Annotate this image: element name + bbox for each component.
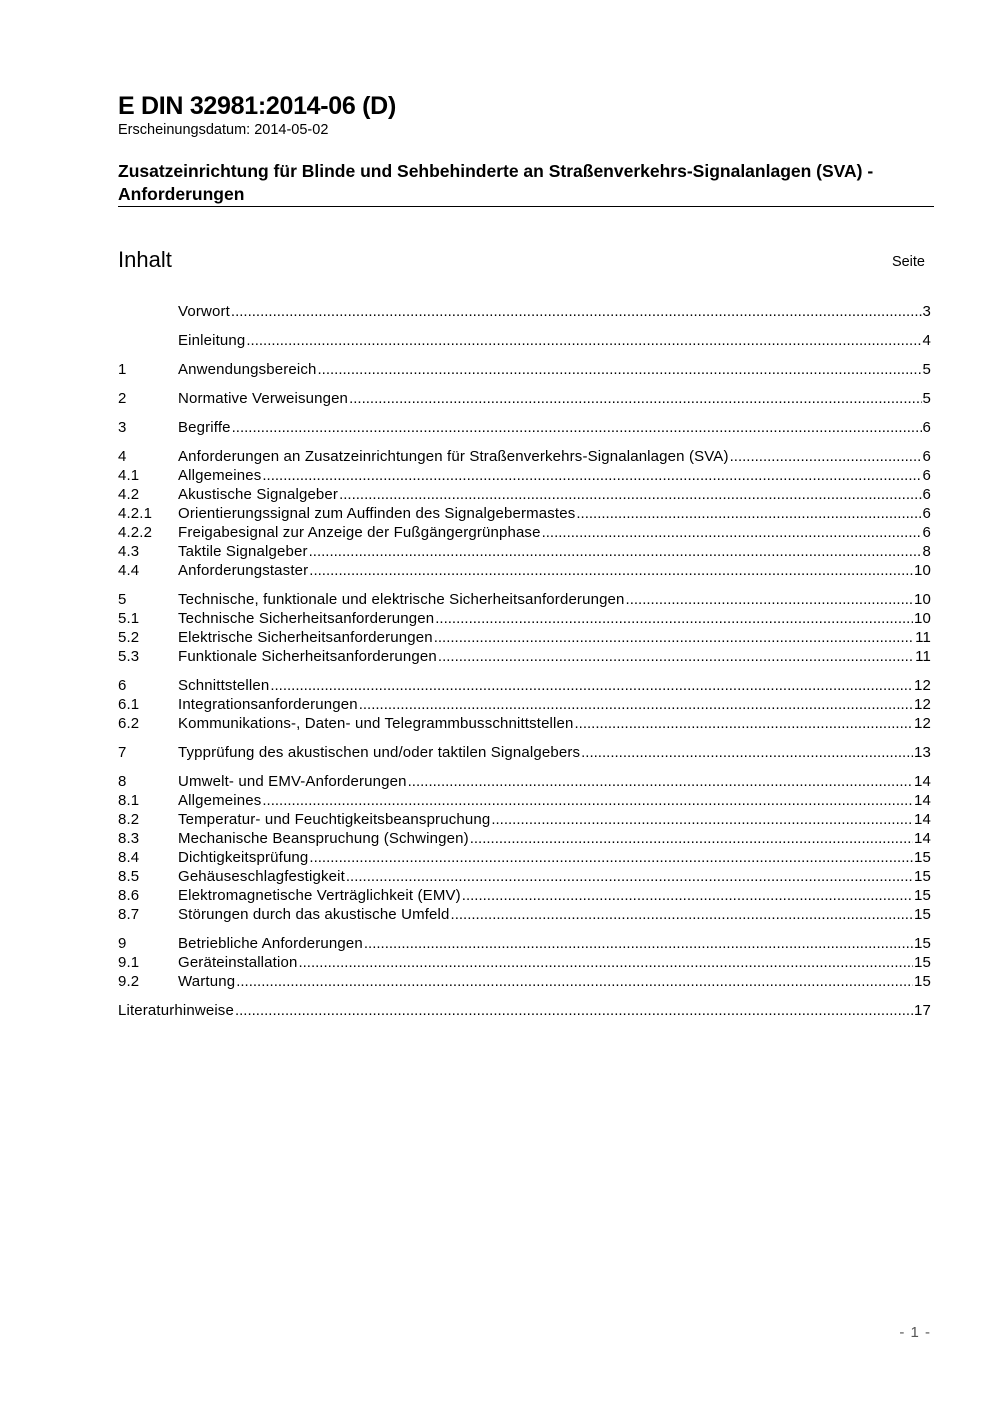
toc-entry-title: Betriebliche Anforderungen bbox=[178, 935, 363, 952]
toc-entry-title: Dichtigkeitsprüfung bbox=[178, 849, 309, 866]
toc-dot-leader bbox=[298, 953, 913, 972]
toc-dot-leader bbox=[270, 676, 913, 695]
toc-entry-page: 6 bbox=[922, 505, 931, 522]
toc-entry-title: Geräteinstallation bbox=[178, 954, 298, 971]
toc-dot-leader bbox=[235, 1001, 913, 1020]
toc-entry-4-2-2[interactable] bbox=[118, 523, 931, 542]
toc-dot-leader bbox=[491, 810, 913, 829]
toc-entry-title: Gehäuseschlagfestigkeit bbox=[178, 868, 345, 885]
toc-entry-title: Orientierungssignal zum Auffinden des Signalgebermastes bbox=[178, 505, 576, 522]
toc-dot-leader bbox=[581, 743, 913, 762]
toc-entry-3[interactable] bbox=[118, 418, 931, 437]
toc-dot-leader bbox=[438, 647, 914, 666]
toc-entry-1[interactable] bbox=[118, 360, 931, 379]
toc-entry-page: 15 bbox=[914, 973, 931, 990]
toc-dot-leader bbox=[576, 504, 921, 523]
toc-entry-number: 9.2 bbox=[118, 973, 140, 990]
document-id: E DIN 32981:2014-06 (D) bbox=[118, 92, 396, 120]
toc-entry-page: 6 bbox=[922, 524, 931, 541]
toc-dot-leader bbox=[262, 466, 921, 485]
toc-entry-9-2[interactable] bbox=[118, 972, 931, 991]
toc-entry-title: Integrationsanforderungen bbox=[178, 696, 358, 713]
toc-entry-page: 3 bbox=[922, 303, 931, 320]
toc-entry-page: 14 bbox=[914, 830, 931, 847]
page-number: - 1 - bbox=[899, 1324, 931, 1341]
toc-entry-8-2[interactable] bbox=[118, 810, 931, 829]
toc-entry-4-1[interactable] bbox=[118, 466, 931, 485]
toc-entry-4[interactable] bbox=[118, 447, 931, 466]
toc-entry-number: 5.3 bbox=[118, 648, 140, 665]
toc-entry-page: 15 bbox=[914, 868, 931, 885]
toc-dot-leader bbox=[309, 561, 913, 580]
toc-entry-title: Störungen durch das akustische Umfeld bbox=[178, 906, 450, 923]
toc-entry-number: 8.4 bbox=[118, 849, 140, 866]
toc-entry-title: Einleitung bbox=[178, 332, 246, 349]
toc-entry-8[interactable] bbox=[118, 772, 931, 791]
toc-entry-number: 1 bbox=[118, 361, 127, 378]
toc-dot-leader bbox=[349, 389, 921, 408]
toc-entry-page: 12 bbox=[914, 715, 931, 732]
toc-entry-page: 5 bbox=[922, 361, 931, 378]
toc-entry-number: 8 bbox=[118, 773, 127, 790]
toc-entry-title: Technische, funktionale und elektrische Sicherheitsanforderungen bbox=[178, 591, 625, 608]
toc-entry-title: Taktile Signalgeber bbox=[178, 543, 308, 560]
toc-entry-number: 8.3 bbox=[118, 830, 140, 847]
toc-entry-number: 9.1 bbox=[118, 954, 140, 971]
toc-entry-literaturhinweise[interactable] bbox=[118, 1001, 931, 1020]
toc-entry-page: 14 bbox=[914, 792, 931, 809]
toc-entry-page: 17 bbox=[914, 1002, 931, 1019]
toc-entry-page: 10 bbox=[914, 591, 931, 608]
toc-dot-leader bbox=[626, 590, 913, 609]
document-title: Zusatzeinrichtung für Blinde und Sehbehinderte an Straßenverkehrs-Signalanlagen (SVA) - Anforderungen bbox=[118, 161, 874, 204]
toc-dot-leader bbox=[542, 523, 922, 542]
toc-entry-8-7[interactable] bbox=[118, 905, 931, 924]
toc-dot-leader bbox=[309, 848, 913, 867]
toc-dot-leader bbox=[262, 791, 913, 810]
toc-entry-number: 7 bbox=[118, 744, 127, 761]
toc-entry-page: 13 bbox=[914, 744, 931, 761]
toc-heading: Inhalt bbox=[118, 247, 172, 272]
toc-entry-page: 8 bbox=[922, 543, 931, 560]
toc-entry-6-2[interactable] bbox=[118, 714, 931, 733]
toc-entry-number: 8.1 bbox=[118, 792, 140, 809]
toc-entry-title: Anforderungstaster bbox=[178, 562, 309, 579]
toc-page-column-label: Seite bbox=[891, 254, 925, 270]
toc-entry-number: 6 bbox=[118, 677, 127, 694]
toc-dot-leader bbox=[317, 360, 921, 379]
toc-entry-page: 14 bbox=[914, 811, 931, 828]
toc-dot-leader bbox=[435, 609, 913, 628]
toc-entry-8-4[interactable] bbox=[118, 848, 931, 867]
toc-entry-8-1[interactable] bbox=[118, 791, 931, 810]
toc-dot-leader bbox=[434, 628, 914, 647]
toc-entry-title: Akustische Signalgeber bbox=[178, 486, 339, 503]
title-divider bbox=[118, 206, 934, 207]
toc-dot-leader bbox=[346, 867, 913, 886]
table-of-contents bbox=[118, 302, 931, 1020]
toc-entry-5-2[interactable] bbox=[118, 628, 931, 647]
toc-entry-title: Mechanische Beanspruchung (Schwingen) bbox=[178, 830, 469, 847]
toc-entry-title: Kommunikations-, Daten- und Telegrammbusschnittstellen bbox=[178, 715, 574, 732]
toc-entry-page: 15 bbox=[914, 849, 931, 866]
toc-entry-number: 5.1 bbox=[118, 610, 140, 627]
toc-entry-number: 3 bbox=[118, 419, 127, 436]
toc-entry-title: Anwendungsbereich bbox=[178, 361, 317, 378]
toc-entry-number: 4.2 bbox=[118, 486, 140, 503]
toc-dot-leader bbox=[246, 331, 921, 350]
toc-entry-title: Funktionale Sicherheitsanforderungen bbox=[178, 648, 437, 665]
toc-entry-page: 11 bbox=[915, 629, 931, 646]
toc-entry-number: 9 bbox=[118, 935, 127, 952]
toc-dot-leader bbox=[236, 972, 913, 991]
toc-entry-vorwort[interactable] bbox=[118, 302, 931, 321]
toc-entry-number: 4 bbox=[118, 448, 127, 465]
toc-entry-page: 6 bbox=[922, 486, 931, 503]
toc-entry-title: Begriffe bbox=[178, 419, 231, 436]
toc-entry-number: 5 bbox=[118, 591, 127, 608]
toc-entry-5[interactable] bbox=[118, 590, 931, 609]
toc-entry-number: 8.2 bbox=[118, 811, 140, 828]
toc-entry-title: Temperatur- und Feuchtigkeitsbeanspruchung bbox=[178, 811, 491, 828]
toc-entry-4-2-1[interactable] bbox=[118, 504, 931, 523]
toc-entry-number: 4.4 bbox=[118, 562, 140, 579]
toc-entry-6-1[interactable] bbox=[118, 695, 931, 714]
toc-dot-leader bbox=[408, 772, 913, 791]
toc-dot-leader bbox=[364, 934, 913, 953]
toc-entry-page: 6 bbox=[922, 467, 931, 484]
toc-entry-title: Typprüfung des akustischen und/oder taktilen Signalgebers bbox=[178, 744, 581, 761]
toc-entry-page: 4 bbox=[922, 332, 931, 349]
toc-entry-8-3[interactable] bbox=[118, 829, 931, 848]
toc-entry-page: 10 bbox=[914, 562, 931, 579]
toc-entry-6[interactable] bbox=[118, 676, 931, 695]
toc-entry-number: 6.1 bbox=[118, 696, 140, 713]
toc-dot-leader bbox=[232, 418, 922, 437]
toc-entry-number: 8.7 bbox=[118, 906, 140, 923]
toc-entry-number: 2 bbox=[118, 390, 127, 407]
toc-entry-title: Elektrische Sicherheitsanforderungen bbox=[178, 629, 433, 646]
toc-entry-9-1[interactable] bbox=[118, 953, 931, 972]
toc-entry-title: Wartung bbox=[178, 973, 236, 990]
toc-entry-number: 4.2.1 bbox=[118, 505, 153, 522]
toc-dot-leader bbox=[730, 447, 922, 466]
toc-entry-title: Anforderungen an Zusatzeinrichtungen für Straßenverkehrs-Signalanlagen (SVA) bbox=[178, 448, 729, 465]
toc-entry-page: 5 bbox=[922, 390, 931, 407]
toc-entry-einleitung[interactable] bbox=[118, 331, 931, 350]
toc-entry-title: Normative Verweisungen bbox=[178, 390, 349, 407]
toc-entry-5-1[interactable] bbox=[118, 609, 931, 628]
toc-entry-page: 12 bbox=[914, 696, 931, 713]
toc-dot-leader bbox=[451, 905, 913, 924]
toc-entry-page: 6 bbox=[922, 448, 931, 465]
toc-entry-page: 12 bbox=[914, 677, 931, 694]
toc-entry-number: 4.2.2 bbox=[118, 524, 153, 541]
toc-entry-page: 6 bbox=[922, 419, 931, 436]
toc-entry-4-2[interactable] bbox=[118, 485, 931, 504]
toc-entry-4-4[interactable] bbox=[118, 561, 931, 580]
toc-entry-title: Literaturhinweise bbox=[118, 1002, 234, 1019]
toc-dot-leader bbox=[470, 829, 913, 848]
toc-entry-page: 15 bbox=[914, 935, 931, 952]
toc-entry-title: Schnittstellen bbox=[178, 677, 270, 694]
toc-dot-leader bbox=[359, 695, 913, 714]
toc-entry-5-3[interactable] bbox=[118, 647, 931, 666]
toc-entry-7[interactable] bbox=[118, 743, 931, 762]
toc-entry-8-6[interactable] bbox=[118, 886, 931, 905]
toc-dot-leader bbox=[462, 886, 913, 905]
toc-dot-leader bbox=[309, 542, 922, 561]
toc-entry-page: 15 bbox=[914, 906, 931, 923]
toc-dot-leader bbox=[339, 485, 921, 504]
toc-entry-number: 8.5 bbox=[118, 868, 140, 885]
toc-entry-number: 5.2 bbox=[118, 629, 140, 646]
toc-entry-number: 6.2 bbox=[118, 715, 140, 732]
toc-entry-title: Vorwort bbox=[178, 303, 230, 320]
toc-entry-page: 15 bbox=[914, 954, 931, 971]
toc-entry-title: Allgemeines bbox=[178, 792, 262, 809]
toc-dot-leader bbox=[575, 714, 913, 733]
toc-entry-number: 8.6 bbox=[118, 887, 140, 904]
toc-entry-page: 10 bbox=[914, 610, 931, 627]
publication-date: Erscheinungsdatum: 2014-05-02 bbox=[118, 122, 329, 138]
toc-entry-title: Elektromagnetische Verträglichkeit (EMV) bbox=[178, 887, 461, 904]
toc-entry-page: 14 bbox=[914, 773, 931, 790]
toc-entry-title: Freigabesignal zur Anzeige der Fußgängergrünphase bbox=[178, 524, 541, 541]
toc-entry-number: 4.1 bbox=[118, 467, 140, 484]
toc-entry-title: Allgemeines bbox=[178, 467, 262, 484]
toc-entry-title: Umwelt- und EMV-Anforderungen bbox=[178, 773, 407, 790]
toc-entry-8-5[interactable] bbox=[118, 867, 931, 886]
toc-entry-page: 15 bbox=[914, 887, 931, 904]
toc-entry-number: 4.3 bbox=[118, 543, 140, 560]
toc-entry-page: 11 bbox=[915, 648, 931, 665]
toc-entry-4-3[interactable] bbox=[118, 542, 931, 561]
toc-dot-leader bbox=[231, 302, 922, 321]
toc-entry-9[interactable] bbox=[118, 934, 931, 953]
toc-entry-title: Technische Sicherheitsanforderungen bbox=[178, 610, 435, 627]
toc-entry-2[interactable] bbox=[118, 389, 931, 408]
